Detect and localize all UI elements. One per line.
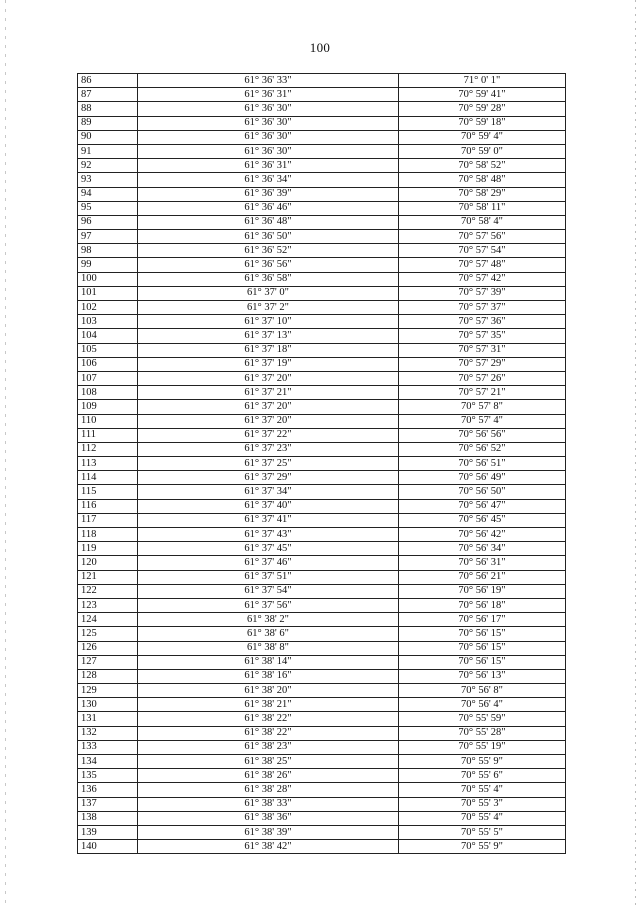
table-row [78,457,566,471]
table-row [78,698,566,712]
table-row [78,755,566,769]
longitude-cell: 70° 56' 49" [399,471,566,485]
latitude-cell: 61° 37' 51" [138,570,399,584]
table-row [78,797,566,811]
point-number-cell: 116 [78,499,138,513]
latitude-cell: 61° 37' 19" [138,357,399,371]
latitude-cell: 61° 37' 20" [138,414,399,428]
longitude-cell: 70° 59' 4" [399,130,566,144]
longitude-cell: 70° 56' 34" [399,542,566,556]
latitude-cell: 61° 38' 8" [138,641,399,655]
longitude-cell: 70° 57' 37" [399,301,566,315]
latitude-cell: 61° 36' 30" [138,102,399,116]
longitude-cell: 70° 57' 21" [399,386,566,400]
point-number-cell: 117 [78,513,138,527]
latitude-cell: 61° 36' 31" [138,88,399,102]
table-row [78,187,566,201]
table-row [78,272,566,286]
longitude-cell: 70° 56' 17" [399,613,566,627]
latitude-cell: 61° 38' 2" [138,613,399,627]
point-number-cell: 109 [78,400,138,414]
longitude-cell: 70° 55' 4" [399,783,566,797]
table-row [78,74,566,88]
longitude-cell: 70° 55' 9" [399,840,566,854]
longitude-cell: 70° 57' 26" [399,371,566,385]
longitude-cell: 70° 58' 4" [399,215,566,229]
longitude-cell: 70° 57' 29" [399,357,566,371]
table-row [78,669,566,683]
table-row [78,386,566,400]
table-row [78,428,566,442]
point-number-cell: 103 [78,315,138,329]
latitude-cell: 61° 37' 22" [138,428,399,442]
latitude-cell: 61° 37' 34" [138,485,399,499]
table-row [78,116,566,130]
latitude-cell: 61° 38' 16" [138,669,399,683]
latitude-cell: 61° 37' 46" [138,556,399,570]
point-number-cell: 134 [78,755,138,769]
point-number-cell: 137 [78,797,138,811]
latitude-cell: 61° 38' 36" [138,811,399,825]
table-row [78,485,566,499]
table-row [78,712,566,726]
table-row [78,230,566,244]
table-row [78,542,566,556]
latitude-cell: 61° 36' 30" [138,144,399,158]
point-number-cell: 110 [78,414,138,428]
latitude-cell: 61° 38' 42" [138,840,399,854]
longitude-cell: 70° 56' 31" [399,556,566,570]
point-number-cell: 122 [78,584,138,598]
longitude-cell: 70° 56' 8" [399,684,566,698]
point-number-cell: 119 [78,542,138,556]
point-number-cell: 87 [78,88,138,102]
table-row [78,556,566,570]
longitude-cell: 70° 58' 29" [399,187,566,201]
table-row [78,570,566,584]
point-number-cell: 130 [78,698,138,712]
table-row [78,641,566,655]
table-row [78,244,566,258]
point-number-cell: 97 [78,230,138,244]
table-row [78,513,566,527]
point-number-cell: 96 [78,215,138,229]
longitude-cell: 70° 55' 4" [399,811,566,825]
point-number-cell: 120 [78,556,138,570]
point-number-cell: 118 [78,528,138,542]
longitude-cell: 70° 57' 56" [399,230,566,244]
longitude-cell: 70° 55' 9" [399,755,566,769]
latitude-cell: 61° 37' 20" [138,371,399,385]
longitude-cell: 70° 59' 41" [399,88,566,102]
point-number-cell: 90 [78,130,138,144]
latitude-cell: 61° 38' 25" [138,755,399,769]
table-row [78,598,566,612]
latitude-cell: 61° 38' 26" [138,769,399,783]
table-row [78,102,566,116]
longitude-cell: 70° 56' 21" [399,570,566,584]
latitude-cell: 61° 36' 34" [138,173,399,187]
longitude-cell: 70° 56' 4" [399,698,566,712]
longitude-cell: 70° 57' 31" [399,343,566,357]
longitude-cell: 70° 57' 54" [399,244,566,258]
longitude-cell: 70° 57' 39" [399,286,566,300]
table-row [78,159,566,173]
point-number-cell: 126 [78,641,138,655]
point-number-cell: 114 [78,471,138,485]
longitude-cell: 70° 59' 28" [399,102,566,116]
longitude-cell: 70° 58' 48" [399,173,566,187]
point-number-cell: 99 [78,258,138,272]
page-number: 100 [309,40,331,55]
longitude-cell: 70° 57' 36" [399,315,566,329]
latitude-cell: 61° 37' 41" [138,513,399,527]
table-row [78,783,566,797]
table-row [78,215,566,229]
longitude-cell: 70° 56' 47" [399,499,566,513]
table-row [78,414,566,428]
point-number-cell: 135 [78,769,138,783]
point-number-cell: 100 [78,272,138,286]
table-row [78,88,566,102]
point-number-cell: 128 [78,669,138,683]
point-number-cell: 91 [78,144,138,158]
longitude-cell: 70° 55' 3" [399,797,566,811]
latitude-cell: 61° 38' 22" [138,712,399,726]
point-number-cell: 139 [78,825,138,839]
longitude-cell: 70° 56' 15" [399,641,566,655]
table-row [78,584,566,598]
point-number-cell: 140 [78,840,138,854]
table-row [78,329,566,343]
latitude-cell: 61° 36' 50" [138,230,399,244]
longitude-cell: 70° 55' 28" [399,726,566,740]
latitude-cell: 61° 38' 6" [138,627,399,641]
table-row [78,740,566,754]
longitude-cell: 70° 55' 5" [399,825,566,839]
point-number-cell: 93 [78,173,138,187]
longitude-cell: 70° 57' 4" [399,414,566,428]
latitude-cell: 61° 36' 33" [138,74,399,88]
latitude-cell: 61° 37' 25" [138,457,399,471]
latitude-cell: 61° 38' 33" [138,797,399,811]
latitude-cell: 61° 37' 13" [138,329,399,343]
table-row [78,442,566,456]
latitude-cell: 61° 37' 23" [138,442,399,456]
point-number-cell: 95 [78,201,138,215]
longitude-cell: 70° 56' 56" [399,428,566,442]
latitude-cell: 61° 36' 46" [138,201,399,215]
point-number-cell: 112 [78,442,138,456]
point-number-cell: 108 [78,386,138,400]
longitude-cell: 70° 57' 48" [399,258,566,272]
table-row [78,655,566,669]
point-number-cell: 127 [78,655,138,669]
coordinates-table [77,73,566,854]
latitude-cell: 61° 37' 29" [138,471,399,485]
table-row [78,357,566,371]
point-number-cell: 133 [78,740,138,754]
point-number-cell: 101 [78,286,138,300]
point-number-cell: 124 [78,613,138,627]
latitude-cell: 61° 38' 20" [138,684,399,698]
longitude-cell: 70° 58' 11" [399,201,566,215]
point-number-cell: 136 [78,783,138,797]
latitude-cell: 61° 38' 23" [138,740,399,754]
table-row [78,301,566,315]
longitude-cell: 70° 57' 42" [399,272,566,286]
longitude-cell: 70° 56' 15" [399,655,566,669]
table-row [78,684,566,698]
longitude-cell: 70° 56' 45" [399,513,566,527]
point-number-cell: 105 [78,343,138,357]
table-row [78,173,566,187]
longitude-cell: 70° 56' 42" [399,528,566,542]
latitude-cell: 61° 36' 30" [138,116,399,130]
longitude-cell: 70° 59' 18" [399,116,566,130]
latitude-cell: 61° 37' 2" [138,301,399,315]
latitude-cell: 61° 36' 39" [138,187,399,201]
table-row [78,315,566,329]
longitude-cell: 70° 55' 19" [399,740,566,754]
point-number-cell: 131 [78,712,138,726]
longitude-cell: 70° 56' 15" [399,627,566,641]
table-row [78,201,566,215]
longitude-cell: 71° 0' 1" [399,74,566,88]
longitude-cell: 70° 57' 35" [399,329,566,343]
table-row [78,400,566,414]
latitude-cell: 61° 37' 56" [138,598,399,612]
point-number-cell: 111 [78,428,138,442]
table-row [78,343,566,357]
table-row [78,371,566,385]
table-row [78,499,566,513]
point-number-cell: 104 [78,329,138,343]
point-number-cell: 123 [78,598,138,612]
latitude-cell: 61° 36' 31" [138,159,399,173]
latitude-cell: 61° 38' 14" [138,655,399,669]
longitude-cell: 70° 58' 52" [399,159,566,173]
longitude-cell: 70° 56' 51" [399,457,566,471]
latitude-cell: 61° 38' 21" [138,698,399,712]
point-number-cell: 115 [78,485,138,499]
longitude-cell: 70° 59' 0" [399,144,566,158]
latitude-cell: 61° 36' 30" [138,130,399,144]
point-number-cell: 88 [78,102,138,116]
point-number-cell: 86 [78,74,138,88]
point-number-cell: 106 [78,357,138,371]
point-number-cell: 138 [78,811,138,825]
latitude-cell: 61° 37' 18" [138,343,399,357]
table-row [78,811,566,825]
table-row [78,258,566,272]
longitude-cell: 70° 57' 8" [399,400,566,414]
latitude-cell: 61° 36' 48" [138,215,399,229]
latitude-cell: 61° 37' 40" [138,499,399,513]
table-row [78,286,566,300]
latitude-cell: 61° 37' 54" [138,584,399,598]
table-row [78,130,566,144]
longitude-cell: 70° 56' 13" [399,669,566,683]
latitude-cell: 61° 38' 28" [138,783,399,797]
table-row [78,471,566,485]
point-number-cell: 89 [78,116,138,130]
longitude-cell: 70° 56' 19" [399,584,566,598]
table-row [78,613,566,627]
longitude-cell: 70° 56' 18" [399,598,566,612]
point-number-cell: 94 [78,187,138,201]
table-row [78,144,566,158]
latitude-cell: 61° 38' 22" [138,726,399,740]
scan-edge-right [635,0,636,905]
latitude-cell: 61° 37' 10" [138,315,399,329]
point-number-cell: 125 [78,627,138,641]
point-number-cell: 129 [78,684,138,698]
latitude-cell: 61° 37' 20" [138,400,399,414]
point-number-cell: 132 [78,726,138,740]
table-row [78,769,566,783]
longitude-cell: 70° 55' 6" [399,769,566,783]
point-number-cell: 98 [78,244,138,258]
point-number-cell: 107 [78,371,138,385]
latitude-cell: 61° 36' 58" [138,272,399,286]
scan-edge-left [5,0,6,905]
point-number-cell: 121 [78,570,138,584]
longitude-cell: 70° 56' 50" [399,485,566,499]
latitude-cell: 61° 37' 21" [138,386,399,400]
table-row [78,726,566,740]
point-number-cell: 102 [78,301,138,315]
point-number-cell: 92 [78,159,138,173]
latitude-cell: 61° 36' 52" [138,244,399,258]
latitude-cell: 61° 37' 43" [138,528,399,542]
table-row [78,840,566,854]
table-row [78,627,566,641]
table-row [78,528,566,542]
longitude-cell: 70° 56' 52" [399,442,566,456]
latitude-cell: 61° 37' 45" [138,542,399,556]
table-row [78,825,566,839]
latitude-cell: 61° 38' 39" [138,825,399,839]
coordinates-table-body [78,74,566,854]
longitude-cell: 70° 55' 59" [399,712,566,726]
point-number-cell: 113 [78,457,138,471]
latitude-cell: 61° 37' 0" [138,286,399,300]
latitude-cell: 61° 36' 56" [138,258,399,272]
